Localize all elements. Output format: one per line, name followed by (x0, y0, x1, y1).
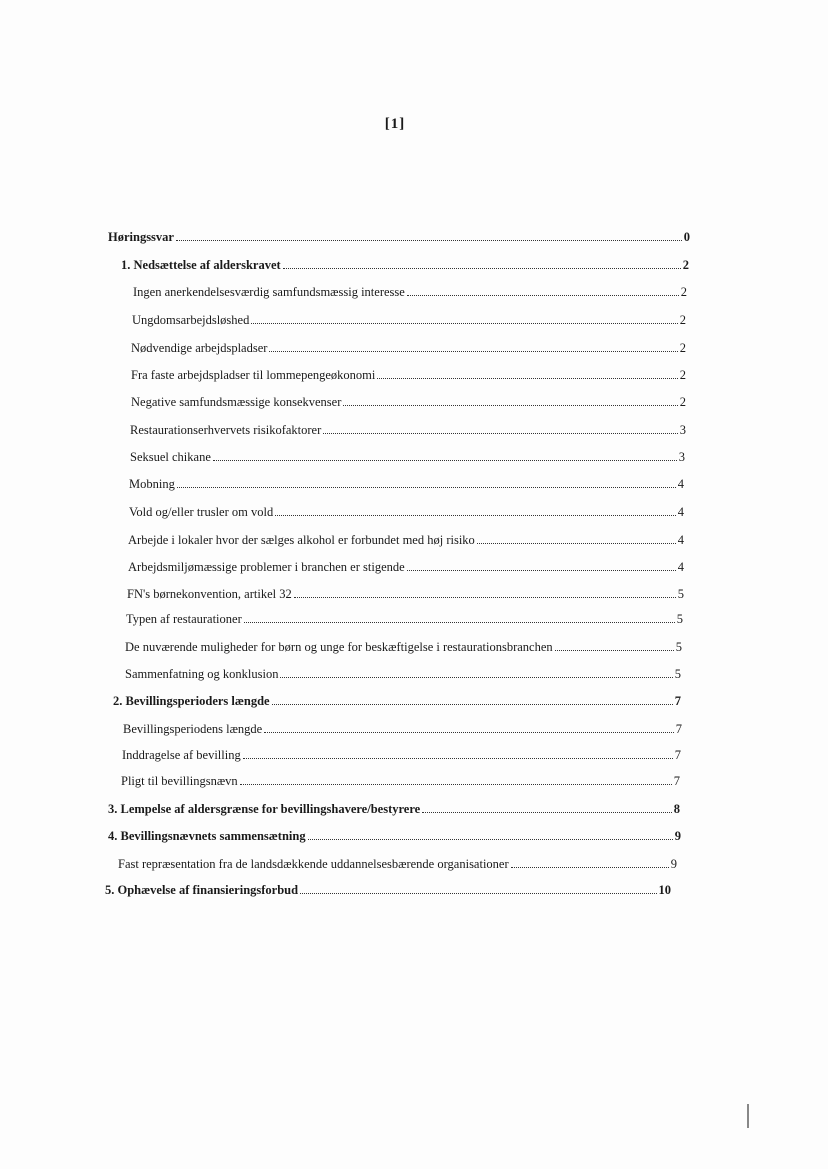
toc-entry-page-number: 9 (674, 829, 681, 843)
toc-entry-page-number: 7 (674, 694, 681, 708)
dot-leader (272, 704, 673, 705)
dot-leader (244, 622, 675, 623)
toc-entry[interactable] (131, 367, 686, 383)
toc-entry-page-number: 2 (682, 258, 689, 272)
toc-entry[interactable] (121, 773, 680, 789)
toc-entry[interactable] (125, 666, 681, 682)
dot-leader (269, 351, 677, 352)
toc-entry-page-number: 4 (677, 533, 684, 547)
dot-leader (300, 893, 656, 894)
toc-entry[interactable] (131, 340, 686, 356)
dot-leader (275, 515, 676, 516)
dot-leader (213, 460, 677, 461)
dot-leader (343, 405, 677, 406)
toc-entry[interactable] (108, 801, 680, 817)
toc-entry-page-number: 7 (674, 748, 681, 762)
toc-entry-page-number: 2 (679, 341, 686, 355)
toc-entry-page-number: 7 (675, 722, 682, 736)
dot-leader (477, 543, 676, 544)
toc-entry[interactable] (126, 611, 683, 627)
toc-entry-label: Mobning (129, 477, 175, 491)
toc-entry[interactable] (122, 747, 681, 763)
toc-entry[interactable] (132, 312, 686, 328)
toc-entry-label: Inddragelse af bevilling (122, 748, 241, 762)
toc-entry-page-number: 4 (677, 560, 684, 574)
toc-entry-label: 4. Bevillingsnævnets sammensætning (108, 829, 306, 843)
dot-leader (280, 677, 672, 678)
toc-entry-label: Seksuel chikane (130, 450, 211, 464)
dot-leader (251, 323, 677, 324)
toc-entry-label: 1. Nedsættelse af alderskravet (121, 258, 281, 272)
dot-leader (555, 650, 674, 651)
dot-leader (377, 378, 677, 379)
toc-entry-label: FN's børnekonvention, artikel 32 (127, 587, 292, 601)
margin-mark (747, 1104, 749, 1128)
toc-entry[interactable] (123, 721, 682, 737)
toc-entry[interactable] (108, 828, 681, 844)
toc-entry-page-number: 9 (670, 857, 677, 871)
toc-entry-page-number: 4 (677, 477, 684, 491)
dot-leader (283, 268, 681, 269)
toc-entry-page-number: 5 (677, 587, 684, 601)
toc-entry[interactable] (128, 559, 684, 575)
dot-leader (294, 597, 676, 598)
toc-entry-label: Nødvendige arbejdspladser (131, 341, 268, 355)
toc-entry-label: Vold og/eller trusler om vold (129, 505, 274, 519)
toc-entry-label: Bevillingsperiodens længde (123, 722, 263, 736)
toc-entry[interactable] (131, 394, 686, 410)
dot-leader (511, 867, 669, 868)
toc-entry-label: Arbejde i lokaler hvor der sælges alkohol er forbundet med høj risiko (128, 533, 475, 547)
toc-entry[interactable] (133, 284, 687, 300)
toc-entry-label: De nuværende muligheder for børn og unge for beskæftigelse i restaurationsbranchen (125, 640, 553, 654)
toc-entry[interactable] (108, 229, 690, 245)
toc-entry[interactable] (130, 422, 686, 438)
toc-entry-page-number: 2 (679, 368, 686, 382)
toc-entry[interactable] (118, 856, 677, 872)
toc-entry-label: Ingen anerkendelsesværdig samfundsmæssig interesse (133, 285, 405, 299)
toc-entry-page-number: 2 (679, 395, 686, 409)
page-marker: [1] (384, 116, 406, 132)
toc-entry[interactable] (127, 586, 684, 602)
toc-entry-page-number: 10 (658, 883, 671, 897)
toc-entry-page-number: 7 (673, 774, 680, 788)
toc-entry-label: Sammenfatning og konklusion (125, 667, 279, 681)
dot-leader (264, 732, 674, 733)
toc-entry-page-number: 3 (679, 423, 686, 437)
toc-entry-page-number: 0 (683, 230, 690, 244)
toc-entry-page-number: 3 (678, 450, 685, 464)
toc-entry[interactable] (125, 639, 682, 655)
toc-entry[interactable] (121, 257, 689, 273)
dot-leader (407, 295, 679, 296)
toc-entry-label: Ungdomsarbejdsløshed (132, 313, 250, 327)
toc-entry[interactable] (113, 693, 681, 709)
toc-entry-page-number: 5 (674, 667, 681, 681)
toc-entry-label: 2. Bevillingsperioders længde (113, 694, 270, 708)
toc-entry-label: Arbejdsmiljømæssige problemer i branchen er stigende (128, 560, 405, 574)
toc-entry-page-number: 5 (675, 640, 682, 654)
toc-entry[interactable] (129, 504, 684, 520)
dot-leader (176, 240, 682, 241)
toc-entry-label: Negative samfundsmæssige konsekvenser (131, 395, 342, 409)
toc-entry-label: Høringssvar (108, 230, 174, 244)
toc-entry-page-number: 2 (679, 313, 686, 327)
dot-leader (422, 812, 672, 813)
toc-entry-label: 3. Lempelse af aldersgrænse for bevillingshavere/bestyrere (108, 802, 421, 816)
toc-entry-label: Fast repræsentation fra de landsdækkende uddannelsesbærende organisationer (118, 857, 509, 871)
toc-entry-label: Restaurationserhvervets risikofaktorer (130, 423, 322, 437)
toc-entry-page-number: 4 (677, 505, 684, 519)
toc-entry-page-number: 5 (676, 612, 683, 626)
dot-leader (243, 758, 673, 759)
toc-entry-label: 5. Ophævelse af finansieringsforbud (105, 883, 299, 897)
toc-entry[interactable] (129, 476, 684, 492)
dot-leader (323, 433, 677, 434)
dot-leader (177, 487, 676, 488)
toc-entry-page-number: 8 (673, 802, 680, 816)
dot-leader (308, 839, 673, 840)
toc-entry[interactable] (130, 449, 685, 465)
toc-entry-page-number: 2 (680, 285, 687, 299)
dot-leader (240, 784, 672, 785)
toc-entry-label: Typen af restaurationer (126, 612, 242, 626)
toc-entry[interactable] (105, 882, 671, 898)
toc-entry-label: Pligt til bevillingsnævn (121, 774, 238, 788)
toc-entry[interactable] (128, 532, 684, 548)
toc-entry-label: Fra faste arbejdspladser til lommepengeøkonomi (131, 368, 376, 382)
dot-leader (407, 570, 676, 571)
